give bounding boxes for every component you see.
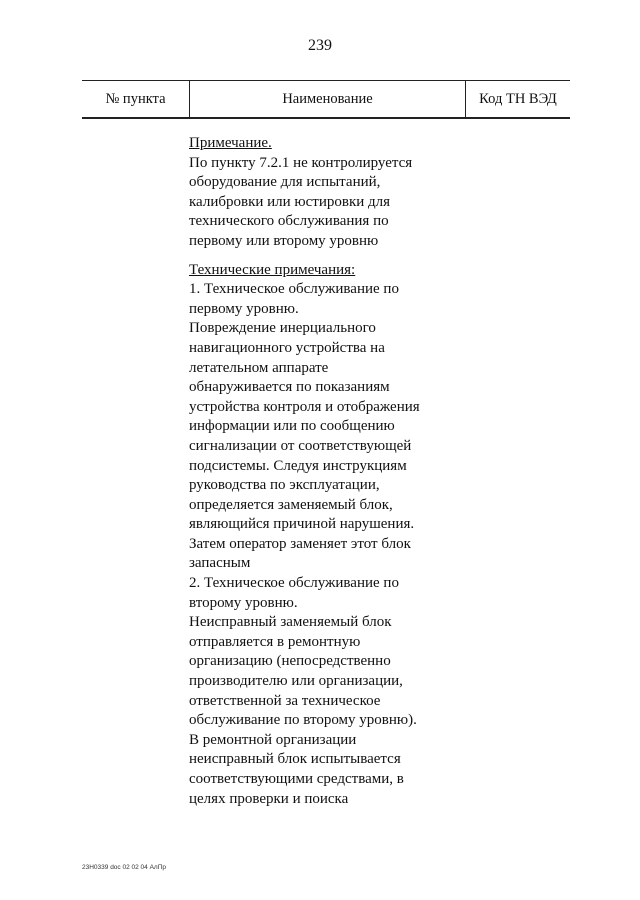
text-line: обслуживание по второму уровню). xyxy=(189,712,417,729)
column-header-name: Наименование xyxy=(189,81,466,117)
text-line: Повреждение инерциального xyxy=(189,320,376,337)
text-line: технического обслуживания по xyxy=(189,213,389,230)
text-line: обнаруживается по показаниям xyxy=(189,379,390,396)
text-line: неисправный блок испытывается xyxy=(189,751,401,768)
text-line: сигнализации от соответствующей xyxy=(189,437,412,454)
text-line: навигационного устройства на xyxy=(189,339,385,356)
page-number: 239 xyxy=(308,37,332,54)
text-line: ответственной за техническое xyxy=(189,692,381,709)
text-line: калибровки или юстировки для xyxy=(189,193,391,210)
text-line: организацию (непосредственно xyxy=(189,653,391,670)
text-line: Затем оператор заменяет этот блок xyxy=(189,535,411,552)
text-line: первому уровню. xyxy=(189,300,299,317)
text-line: отправляется в ремонтную xyxy=(189,633,361,650)
footer-document-code: 23Н0339 doc 02 02 04 АлПр xyxy=(82,864,166,871)
table-header xyxy=(82,80,570,119)
note-section xyxy=(189,134,479,252)
text-line: устройства контроля и отображения xyxy=(189,398,420,415)
text-line: 2. Техническое обслуживание по xyxy=(189,575,399,592)
text-line: подсистемы. Следуя инструкциям xyxy=(189,457,407,474)
content-body xyxy=(189,134,479,809)
text-line: По пункту 7.2.1 не контролируется xyxy=(189,154,413,171)
text-line: Неисправный заменяемый блок xyxy=(189,614,392,631)
text-line: оборудование для испытаний, xyxy=(189,174,381,191)
technical-notes-section xyxy=(189,261,479,810)
text-line: определяется заменяемый блок, xyxy=(189,496,393,513)
text-line: запасным xyxy=(189,555,251,572)
text-line: руководства по эксплуатации, xyxy=(189,477,380,494)
text-line: первому или второму уровню xyxy=(189,232,379,249)
note-heading: Примечание. xyxy=(189,135,272,151)
technical-notes-heading: Технические примечания: xyxy=(189,261,356,278)
text-line: соответствующими средствами, в xyxy=(189,771,404,787)
text-line: 1. Техническое обслуживание по xyxy=(189,281,399,298)
text-line: летательном аппарате xyxy=(189,359,329,376)
text-line: производителю или организации, xyxy=(189,673,403,690)
column-header-number: № пункта xyxy=(105,90,166,107)
column-header-code: Код ТН ВЭД xyxy=(479,90,557,107)
text-line: информации или по сообщению xyxy=(189,418,395,435)
text-line: являющийся причиной нарушения. xyxy=(189,516,415,533)
text-line: целях проверки и поиска xyxy=(189,790,349,807)
text-line: В ремонтной организации xyxy=(189,731,357,748)
text-line: второму уровню. xyxy=(189,594,298,611)
